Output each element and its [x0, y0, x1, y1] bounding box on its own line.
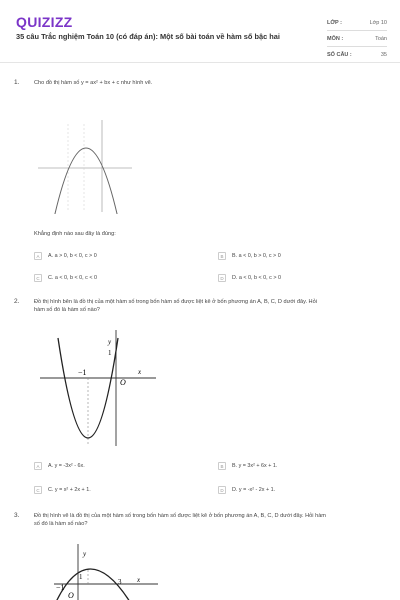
question-1-option-d[interactable]	[218, 274, 281, 282]
option-marker: A	[34, 252, 42, 260]
question-2-option-c[interactable]	[34, 486, 91, 494]
question-2-option-a[interactable]	[34, 462, 85, 470]
option-text: D. y = -x² - 2x + 1.	[232, 487, 276, 493]
meta-value: Toán	[375, 35, 387, 42]
question-1-graph	[36, 118, 136, 214]
question-2-text-line: hàm số đó là hàm số nào?	[34, 307, 100, 313]
question-3-text-line: Đồ thị hình vẽ là đồ thị của một hàm số trong bốn hàm số được liệt kê ở bốn phương án A, B, C, D dưới đây. Hỏi hàm	[34, 513, 326, 519]
y-label: y	[108, 338, 112, 346]
question-3-text-line: số đó là hàm số nào?	[34, 521, 88, 527]
meta-value: Lớp 10	[369, 19, 387, 26]
option-text: A. a > 0, b < 0, c > 0	[48, 253, 97, 259]
y-label: y	[83, 550, 87, 558]
option-marker: C	[34, 274, 42, 282]
option-text: B. y = 3x² + 6x + 1.	[232, 463, 278, 469]
document-meta	[327, 15, 387, 63]
question-1-option-c[interactable]	[34, 274, 97, 282]
meta-value: 35	[380, 51, 387, 58]
tick-label-one: 1	[79, 573, 83, 581]
question-2-option-b[interactable]	[218, 462, 277, 470]
meta-row-count	[327, 47, 387, 63]
meta-key: LỚP :	[327, 19, 342, 26]
option-marker: C	[34, 486, 42, 494]
option-text: B. a < 0, b > 0, c > 0	[232, 253, 281, 259]
question-1-number: 1.	[14, 79, 20, 86]
question-1-option-a[interactable]	[34, 252, 97, 260]
question-1-prompt: Khẳng định nào sau đây là đúng:	[34, 231, 116, 237]
question-1-text: Cho đồ thị hàm số y = ax² + bx + c như hình vẽ.	[34, 80, 153, 86]
question-1-option-b[interactable]	[218, 252, 281, 260]
tick-label-minus-one: −1	[56, 583, 65, 592]
tick-label-one: 1	[108, 349, 112, 357]
document-title: 35 câu Trắc nghiệm Toán 10 (có đáp án): Một số bài toán về hàm số bậc hai	[16, 32, 280, 41]
x-label: x	[137, 576, 141, 584]
document-header	[0, 0, 400, 62]
question-2-text-line: Đồ thị hình bên là đồ thị của một hàm số trong bốn hàm số được liệt kê ở bốn phương án A, B, C, D dưới đây. Hỏi	[34, 299, 317, 305]
question-3-text	[34, 512, 390, 528]
question-2-option-d[interactable]	[218, 486, 275, 494]
question-3-graph	[52, 540, 162, 600]
option-marker: D	[218, 486, 226, 494]
quizizz-logo: QUIZIZZ	[16, 14, 73, 30]
option-text: C. a < 0, b < 0, c < 0	[48, 275, 97, 281]
question-2-graph	[38, 328, 158, 448]
tick-label-minus-one: −1	[78, 368, 87, 377]
question-2-number: 2.	[14, 298, 20, 305]
header-divider	[0, 62, 400, 63]
option-text: D. a < 0, b < 0, c > 0	[232, 275, 281, 281]
option-marker: A	[34, 462, 42, 470]
question-2-text	[34, 298, 390, 314]
meta-key: SỐ CÂU :	[327, 51, 352, 58]
option-text: C. y = x² + 2x + 1.	[48, 487, 91, 493]
question-3-number: 3.	[14, 512, 20, 519]
meta-row-class	[327, 15, 387, 31]
meta-key: MÔN :	[327, 35, 344, 42]
x-label: x	[138, 368, 142, 376]
meta-row-subject	[327, 31, 387, 47]
option-marker: D	[218, 274, 226, 282]
origin-label: O	[120, 378, 126, 387]
option-text: A. y = -3x² - 6x.	[48, 463, 85, 469]
option-marker: B	[218, 462, 226, 470]
origin-label: O	[68, 591, 74, 600]
tick-label-three: 3	[118, 578, 122, 586]
parabola-curve	[54, 148, 118, 214]
option-marker: B	[218, 252, 226, 260]
